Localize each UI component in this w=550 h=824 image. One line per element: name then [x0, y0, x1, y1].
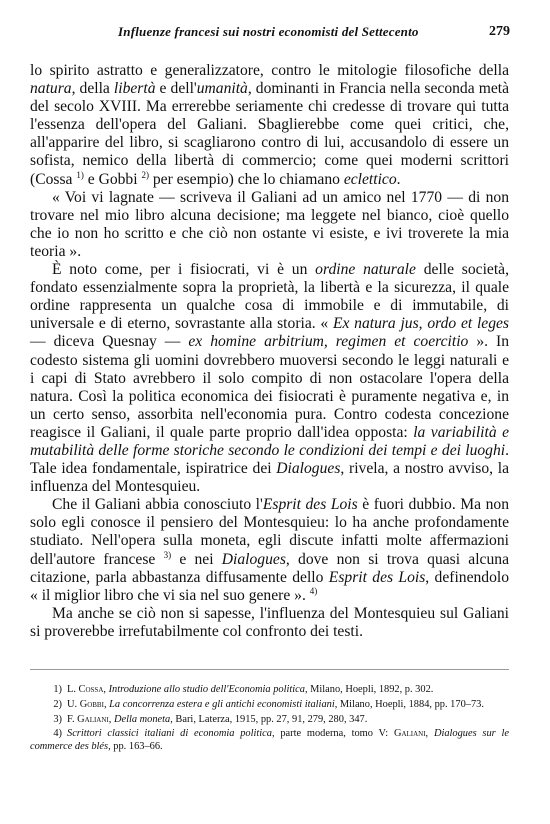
text-run: è fuori dubbio. Ma non solo egli conosce il pensiero del Montesquieu: lo ha anche profondamente studiato. Nell'opera sulla moneta, egli discute infatti molte affermazioni dell'autore francese	[30, 496, 510, 568]
footnote-author: U. Gobbi	[67, 698, 104, 710]
paragraph-5: Ma anche se ciò non si sapesse, l'influenza del Montesquieu sul Galiani si proverebbe irrefutabilmente col confronto dei testi.	[30, 604, 509, 640]
text-run: ». In codesto sistema gli uomini dovrebbero muoversi secondo le leggi naturali e i capi di Stato avrebbero il solo compito di non ostacolare l'opera della natura. Così la politica economica dei fisiocrati è puramente negativa e, in un certo senso, assorbita nell'economia pura. Contro codesta concezione reagisce il Galiani, il quale parte proprio dall'idea opposta:	[30, 333, 509, 441]
footnote-divider	[30, 669, 509, 670]
book-title: Dialogues	[221, 550, 286, 568]
italic-term: natura	[30, 80, 72, 98]
footnote-2	[30, 699, 509, 712]
italic-term: libertà	[113, 80, 156, 98]
page-header	[40, 24, 510, 44]
footnote-author: Galiani	[393, 728, 426, 740]
footnote-ref-4: 4)	[309, 585, 318, 596]
text-run: .	[396, 170, 401, 188]
paragraph-3	[30, 261, 509, 496]
text-run: lo spirito astratto e generalizzatore, contro le mitologie filosofiche della	[30, 62, 509, 79]
text-run: e dell'	[155, 80, 197, 98]
text-run: , dove non si trova quasi alcuna citazione, parla abbastanza diffusamente dello	[30, 550, 509, 586]
text-run: — diceva Quesnay —	[30, 333, 189, 351]
book-title: Dialogues	[276, 460, 341, 478]
text-run: Che il Galiani abbia conosciuto l'	[52, 496, 263, 514]
text-run: e Gobbi	[83, 170, 142, 188]
text-run: , dominanti in Francia nella seconda metà del secolo XVIII. Ma errerebbe seriamente chi credesse di trovare qui tutta l'essenza dell'opera del Galiani. Sbaglierebbe come quei critici, che, all'apparire del libro, si scagliarono contro di lui, accusandolo di essere un sofista, nemico della libertà di commercio; come quei moderni scrittori (Cossa	[30, 80, 509, 188]
footnote-number: 2)	[53, 698, 62, 710]
text-run: per esempio) che lo chiamano	[148, 170, 344, 188]
footnotes	[30, 684, 509, 756]
text-run: , rivela, a nostro avviso, la influenza del Montesquieu.	[30, 460, 509, 496]
italic-term: umanità	[196, 80, 248, 98]
footnote-title: Introduzione allo studio dell'Economia politica	[108, 684, 305, 695]
text-run: , Milano, Hoepli, 1884, pp. 170–73.	[334, 698, 484, 710]
footnote-author: L. Cossa	[67, 684, 104, 695]
footnote-title: La concorrenza estera e gli antichi economisti italiani	[109, 698, 335, 710]
footnote-number: 4)	[53, 728, 62, 740]
footnote-ref-1: 1)	[76, 169, 84, 180]
text-run: , parte moderna, tomo V:	[271, 728, 394, 740]
text-run: ,	[103, 698, 110, 710]
footnote-3	[30, 714, 509, 727]
latin-quote: ex homine arbitrium, regimen et coercitio	[188, 333, 469, 351]
running-title: Influenze francesi sui nostri economisti del Settecento	[118, 24, 419, 39]
footnote-number: 1)	[53, 684, 62, 695]
text-run: , Bari, Laterza, 1915, pp. 27, 91, 279, 280, 347.	[170, 713, 368, 725]
body-text	[30, 62, 509, 641]
footnote-number: 3)	[53, 713, 62, 725]
paragraph-4	[30, 496, 509, 605]
footnote-title: Dialogues sur le commerce des blés	[30, 728, 509, 752]
italic-term: la variabilità e mutabilità delle forme storiche secondo le condizioni dei tempi e dei luoghi	[30, 423, 509, 459]
footnote-title: Della moneta	[113, 713, 171, 725]
text-run: , Milano, Hoepli, 1892, p. 302.	[304, 684, 434, 695]
paragraph-2: « Voi vi lagnate — scriveva il Galiani ad un amico nel 1770 — di non trovare nel mio libro alcuna decisione; ma leggete nel bianco, cioè quello che io non ho scritto e che ciò non ostante vi esiste, e ivi troverete la mia teoria ».	[30, 188, 509, 260]
italic-term: eclettico	[343, 170, 397, 188]
page-number: 279	[489, 24, 510, 39]
text-run: È noto come, per i fisiocrati, vi è un	[52, 261, 316, 279]
text-run: , pp. 163–66.	[108, 740, 163, 752]
book-title: Esprit des Lois	[262, 496, 358, 514]
text-run: ,	[108, 713, 114, 725]
text-run: e nei	[171, 550, 222, 568]
footnote-1	[30, 684, 509, 697]
text-run: . Tale idea fondamentale, ispiratrice dei	[30, 441, 509, 478]
italic-term: ordine naturale	[315, 261, 416, 279]
footnote-title: Scrittori classici italiani di economia politica	[67, 728, 272, 740]
text-run: delle società, fondato essenzialmente sopra la proprietà, la libertà e la sicurezza, il quale ordine rappresenta un qualche cosa di immobile e di immutabile, di universale e di eterno, sovrastante alla storia. «	[30, 261, 509, 333]
paragraph-1	[30, 62, 509, 189]
footnote-ref-3: 3)	[163, 549, 172, 560]
footnote-author: F. Galiani	[67, 713, 109, 725]
latin-quote: Ex natura jus, ordo et leges	[332, 315, 509, 333]
text-run: , della	[71, 80, 114, 98]
text-run: , definendolo « il miglior libro che vi sia nel suo genere ».	[30, 568, 510, 604]
footnote-4	[30, 728, 509, 753]
text-run: ,	[103, 684, 109, 695]
footnote-ref-2: 2)	[141, 169, 149, 180]
book-title: Esprit des Lois	[328, 568, 426, 586]
text-run: ,	[425, 728, 434, 740]
